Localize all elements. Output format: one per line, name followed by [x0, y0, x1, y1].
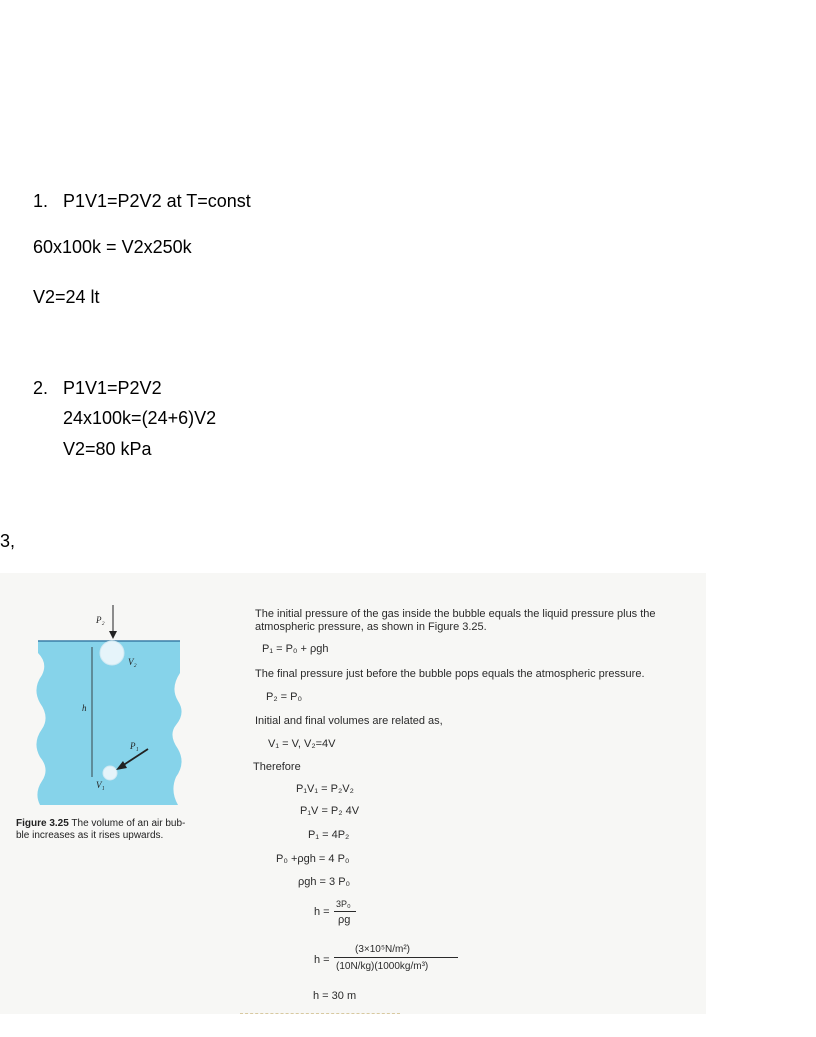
fraction-bar-9 — [334, 911, 356, 912]
q1-line-2: 60x100k = V2x250k — [33, 237, 192, 257]
caption-line-2: ble increases as it rises upwards. — [16, 830, 164, 841]
q1-line-1 — [33, 190, 251, 212]
pressure-arrow-p2 — [109, 631, 117, 639]
label-p1: P₁ — [130, 741, 139, 751]
q2-line-1 — [33, 377, 162, 399]
scanned-textbook-figure — [0, 573, 706, 1014]
para-1-line-2: atmospheric pressure, as shown in Figure 3.25. — [255, 621, 487, 633]
q1-text-1: P1V1=P2V2 at T=const — [63, 191, 251, 211]
bubble-small — [103, 766, 117, 780]
q2-number: 2. — [33, 378, 49, 398]
q1-line-3: V2=24 lt — [33, 287, 100, 307]
equation-7: P₀ +ρgh = 4 P₀ — [276, 853, 350, 865]
para-1-line-1: The initial pressure of the gas inside the bubble equals the liquid pressure plus the — [255, 608, 656, 620]
equation-9-numerator: 3P₀ — [336, 899, 351, 909]
label-v1: V₁ — [96, 780, 105, 790]
caption-bold: Figure 3.25 — [16, 818, 69, 829]
fraction-bar-10 — [334, 957, 458, 958]
equation-10-denominator: (10N/kg)(1000kg/m³) — [336, 961, 429, 972]
equation-1: P₁ = P₀ + ρgh — [262, 643, 329, 655]
equation-10-numerator: (3×10⁵N/m²) — [355, 944, 410, 955]
equation-4: P₁V₁ = P₂V₂ — [296, 783, 354, 795]
equation-5: P₁V = P₂ 4V — [300, 805, 360, 817]
scan-bottom-artifact — [240, 1013, 400, 1014]
bubble-large — [100, 641, 124, 665]
equation-3: V₁ = V, V₂=4V — [268, 738, 336, 750]
label-p2: P₂ — [96, 615, 105, 625]
therefore-label: Therefore — [253, 761, 301, 773]
bubble-figure — [0, 573, 240, 813]
caption-line-1: The volume of an air bub- — [68, 818, 186, 829]
para-2: The final pressure just before the bubble pops equals the atmospheric pressure. — [255, 668, 645, 680]
q2-line-3: V2=80 kPa — [63, 439, 152, 459]
equation-11: h = 30 m — [313, 990, 357, 1002]
q3-label: 3, — [0, 531, 16, 551]
equation-9-denominator: ρg — [338, 914, 351, 926]
q1-number: 1. — [33, 191, 49, 211]
equation-8: ρgh = 3 P₀ — [298, 876, 351, 888]
label-v2: V₂ — [128, 657, 137, 667]
figure-caption — [16, 818, 185, 842]
equation-2: P₂ = P₀ — [266, 691, 303, 703]
q2-line-2: 24x100k=(24+6)V2 — [63, 408, 217, 428]
para-3: Initial and final volumes are related as, — [255, 715, 443, 727]
equation-10-lhs: h = — [314, 954, 330, 966]
equation-9-lhs: h = — [314, 906, 330, 918]
equation-6: P₁ = 4P₂ — [308, 829, 350, 841]
q2-text-1: P1V1=P2V2 — [63, 378, 162, 398]
label-h: h — [82, 703, 87, 713]
